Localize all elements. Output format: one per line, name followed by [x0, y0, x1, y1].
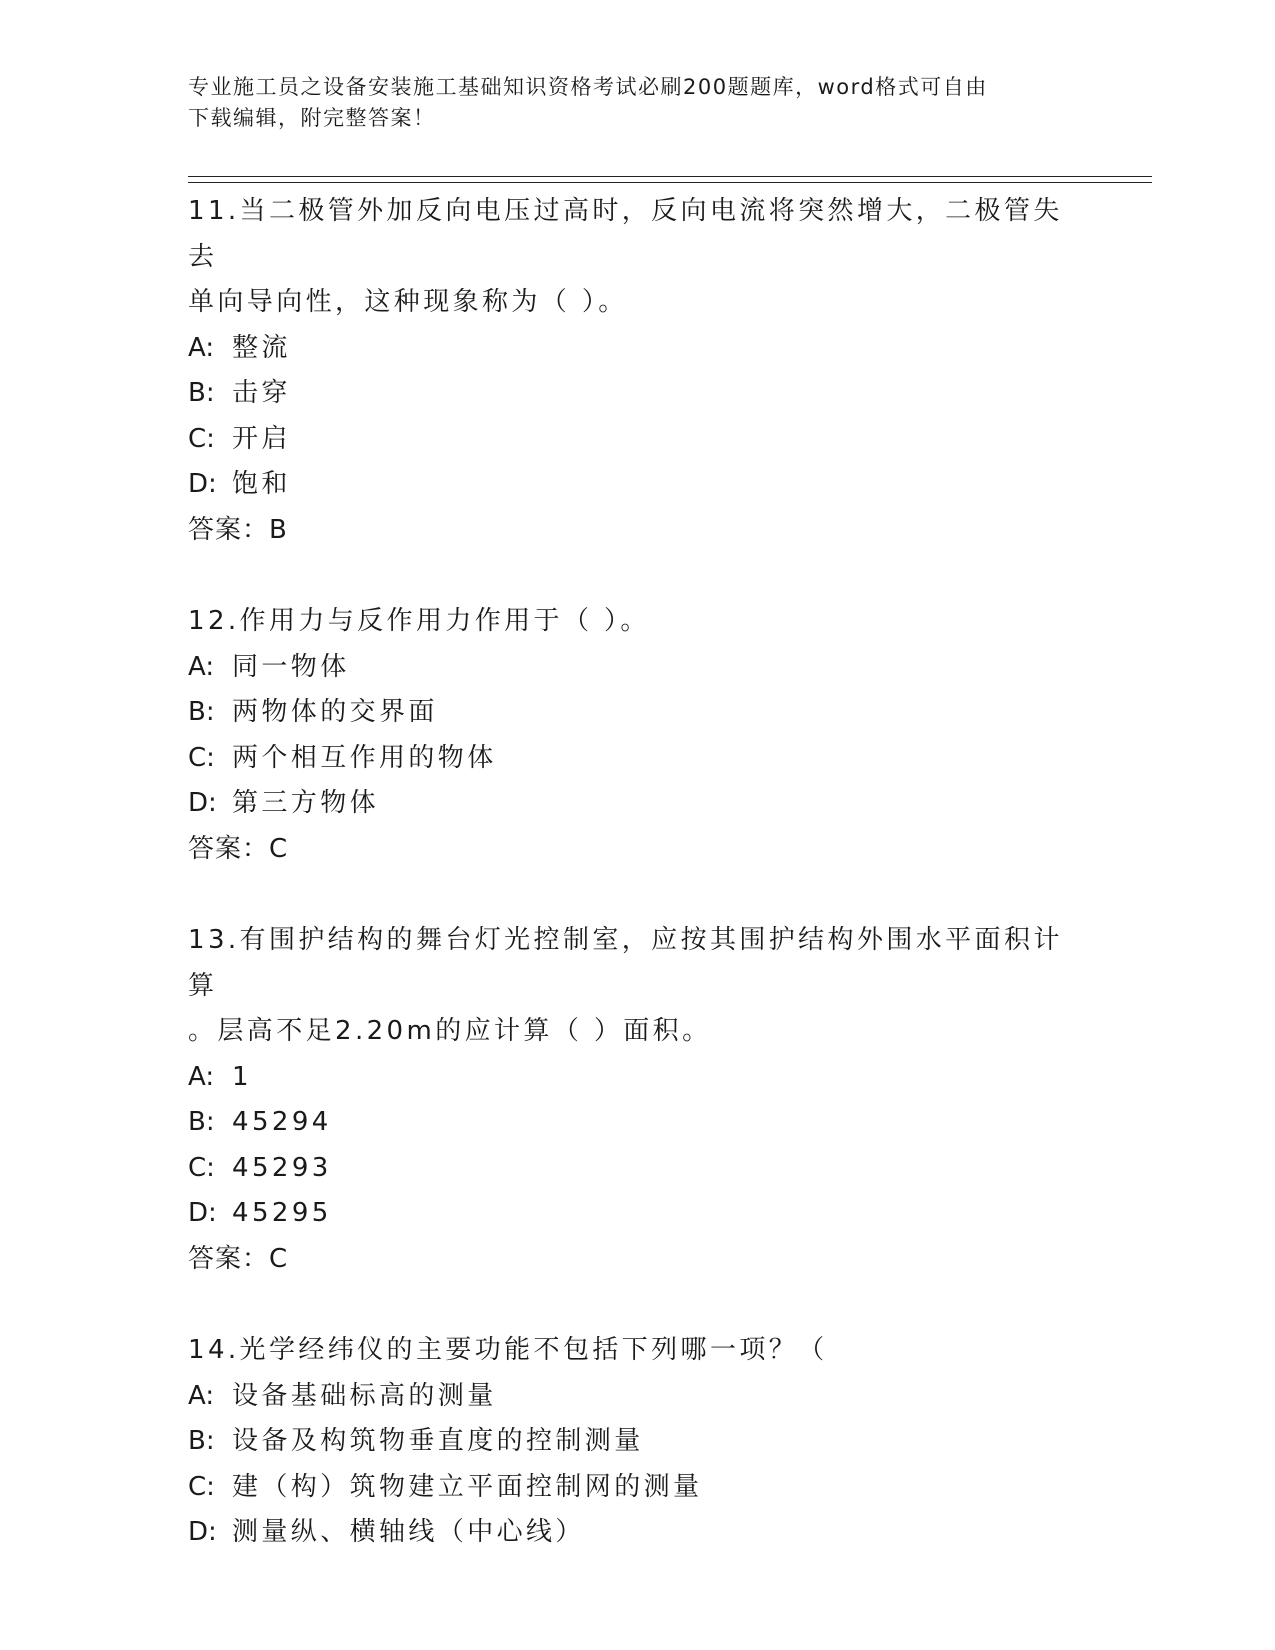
- option-key: C:: [188, 742, 215, 773]
- question-12: [188, 599, 1088, 872]
- question-stem: [188, 599, 1088, 645]
- option-key: C:: [188, 1471, 215, 1502]
- question-14: [188, 1328, 1088, 1556]
- question-stem-line: 14.光学经纬仪的主要功能不包括下列哪一项？（: [188, 1335, 828, 1365]
- option-key: D:: [188, 788, 217, 818]
- option-key: D:: [188, 469, 217, 499]
- option-key: B:: [188, 697, 215, 727]
- question-stem: [188, 189, 1088, 326]
- option-b: [188, 1419, 1088, 1465]
- question-stem-line: 12.作用力与反作用力作用于（ ）。: [188, 606, 650, 636]
- option-text: 设备及构筑物垂直度的控制测量: [232, 1426, 644, 1456]
- option-d: [188, 462, 1088, 508]
- option-text: 第三方物体: [232, 788, 380, 818]
- option-key: A:: [188, 1061, 215, 1092]
- option-text: 45295: [232, 1198, 332, 1228]
- option-text: 45293: [232, 1152, 332, 1183]
- option-text: 同一物体: [232, 651, 350, 682]
- option-text: 击穿: [232, 378, 291, 408]
- answer-line: 答案：C: [188, 833, 289, 864]
- option-text: 45294: [232, 1107, 332, 1137]
- option-a: [188, 1055, 1088, 1101]
- option-key: B:: [188, 1426, 215, 1456]
- option-text: 整流: [232, 332, 291, 363]
- question-13: [188, 918, 1088, 1282]
- header-line-2: 下载编辑，附完整答案！: [188, 106, 436, 130]
- option-key: B:: [188, 378, 215, 408]
- question-11: [188, 189, 1088, 553]
- question-stem-line: 单向导向性，这种现象称为（ ）。: [188, 287, 628, 317]
- option-key: D:: [188, 1198, 217, 1228]
- option-text: 开启: [232, 423, 291, 454]
- option-c: [188, 417, 1088, 463]
- question-stem-line: 。层高不足2.20m的应计算（ ）面积。: [188, 1016, 712, 1046]
- question-stem: [188, 1328, 1088, 1374]
- option-b: [188, 1100, 1088, 1146]
- option-text: 1: [232, 1061, 252, 1092]
- document-header: [188, 72, 1088, 134]
- option-key: C:: [188, 423, 215, 454]
- option-key: A:: [188, 651, 215, 682]
- option-text: 建（构）筑物建立平面控制网的测量: [232, 1471, 703, 1502]
- option-text: 两个相互作用的物体: [232, 742, 497, 773]
- header-divider-bottom: [188, 182, 1152, 183]
- header-line-1: 专业施工员之设备安装施工基础知识资格考试必刷200题题库，word格式可自由: [188, 75, 988, 99]
- option-a: [188, 1374, 1088, 1420]
- option-d: [188, 1510, 1088, 1556]
- option-key: C:: [188, 1152, 215, 1183]
- option-b: [188, 690, 1088, 736]
- option-d: [188, 1191, 1088, 1237]
- option-key: D:: [188, 1517, 217, 1547]
- option-c: [188, 1465, 1088, 1511]
- header-divider-top: [188, 176, 1152, 177]
- option-d: [188, 781, 1088, 827]
- option-key: B:: [188, 1107, 215, 1137]
- option-key: A:: [188, 332, 215, 363]
- option-a: [188, 645, 1088, 691]
- question-stem-line: 13.有围护结构的舞台灯光控制室，应按其围护结构外围水平面积计算: [188, 925, 1063, 1001]
- option-text: 设备基础标高的测量: [232, 1380, 497, 1411]
- option-text: 测量纵、横轴线（中心线）: [232, 1517, 585, 1547]
- option-text: 两物体的交界面: [232, 697, 438, 727]
- question-stem-line: 11.当二极管外加反向电压过高时，反向电流将突然增大，二极管失去: [188, 196, 1063, 272]
- option-c: [188, 1146, 1088, 1192]
- option-b: [188, 371, 1088, 417]
- question-stem: [188, 918, 1088, 1055]
- option-text: 饱和: [232, 469, 291, 499]
- question-list: [188, 189, 1088, 1602]
- answer-line: 答案：C: [188, 1243, 289, 1274]
- option-key: A:: [188, 1380, 215, 1411]
- answer-line: 答案：B: [188, 514, 288, 545]
- option-a: [188, 326, 1088, 372]
- option-c: [188, 736, 1088, 782]
